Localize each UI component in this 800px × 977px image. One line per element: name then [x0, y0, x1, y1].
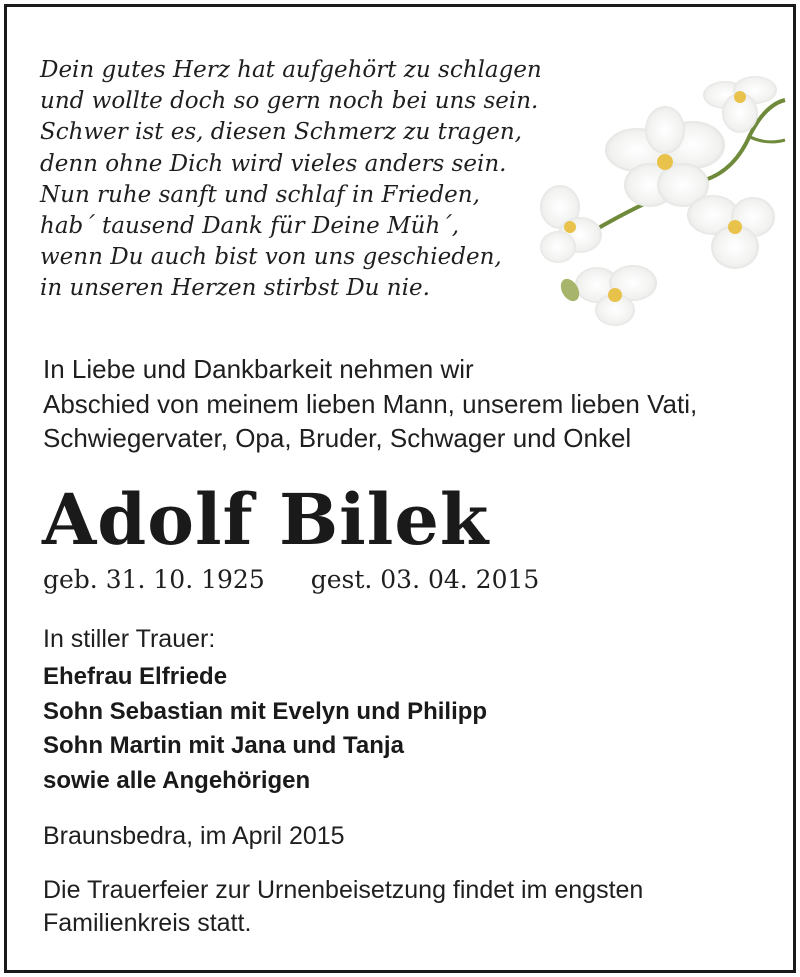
intro-line: In Liebe und Dankbarkeit nehmen wir [43, 354, 474, 384]
mourner-entry: Sohn Sebastian mit Evelyn und Philipp [43, 697, 488, 725]
notice-line: Familienkreis statt. [43, 909, 252, 937]
intro-line: Schwiegervater, Opa, Bruder, Schwager und Onkel [43, 423, 632, 453]
poem-line: denn ohne Dich wird vieles anders sein. [40, 150, 507, 177]
mourner-entry: Sohn Martin mit Jana und Tanja [43, 732, 404, 759]
notice-line: Die Trauerfeier zur Urnenbeisetzung findet im engsten [43, 876, 644, 904]
intro-text [43, 352, 697, 456]
orchid-flower-icon [535, 45, 795, 330]
deceased-name: Adolf Bilek [42, 478, 490, 561]
place-date: Braunsbedra, im April 2015 [43, 822, 345, 850]
poem-line: und wollte doch so gern noch bei uns sein. [40, 88, 539, 115]
poem [40, 55, 542, 305]
mourner-entry: sowie alle Angehörigen [43, 766, 311, 794]
funeral-notice [43, 874, 643, 940]
life-dates [43, 565, 539, 594]
birth-date: geb. 31. 10. 1925 [43, 565, 265, 594]
mourner-entry: Ehefrau Elfriede [43, 663, 228, 690]
mourners-list [43, 660, 487, 798]
poem-line: Schwer ist es, diesen Schmerz zu tragen, [40, 119, 522, 146]
mourners-label: In stiller Trauer: [43, 625, 216, 653]
poem-line: Nun ruhe sanft und schlaf in Frieden, [40, 181, 480, 208]
death-date: gest. 03. 04. 2015 [310, 565, 540, 594]
poem-line: wenn Du auch bist von uns geschieden, [40, 244, 502, 271]
poem-line: hab´ tausend Dank für Deine Müh´, [40, 213, 460, 240]
intro-line: Abschied von meinem lieben Mann, unserem lieben Vati, [43, 388, 698, 419]
poem-line: Dein gutes Herz hat aufgehört zu schlagen [40, 57, 542, 83]
poem-line: in unseren Herzen stirbst Du nie. [40, 275, 430, 302]
